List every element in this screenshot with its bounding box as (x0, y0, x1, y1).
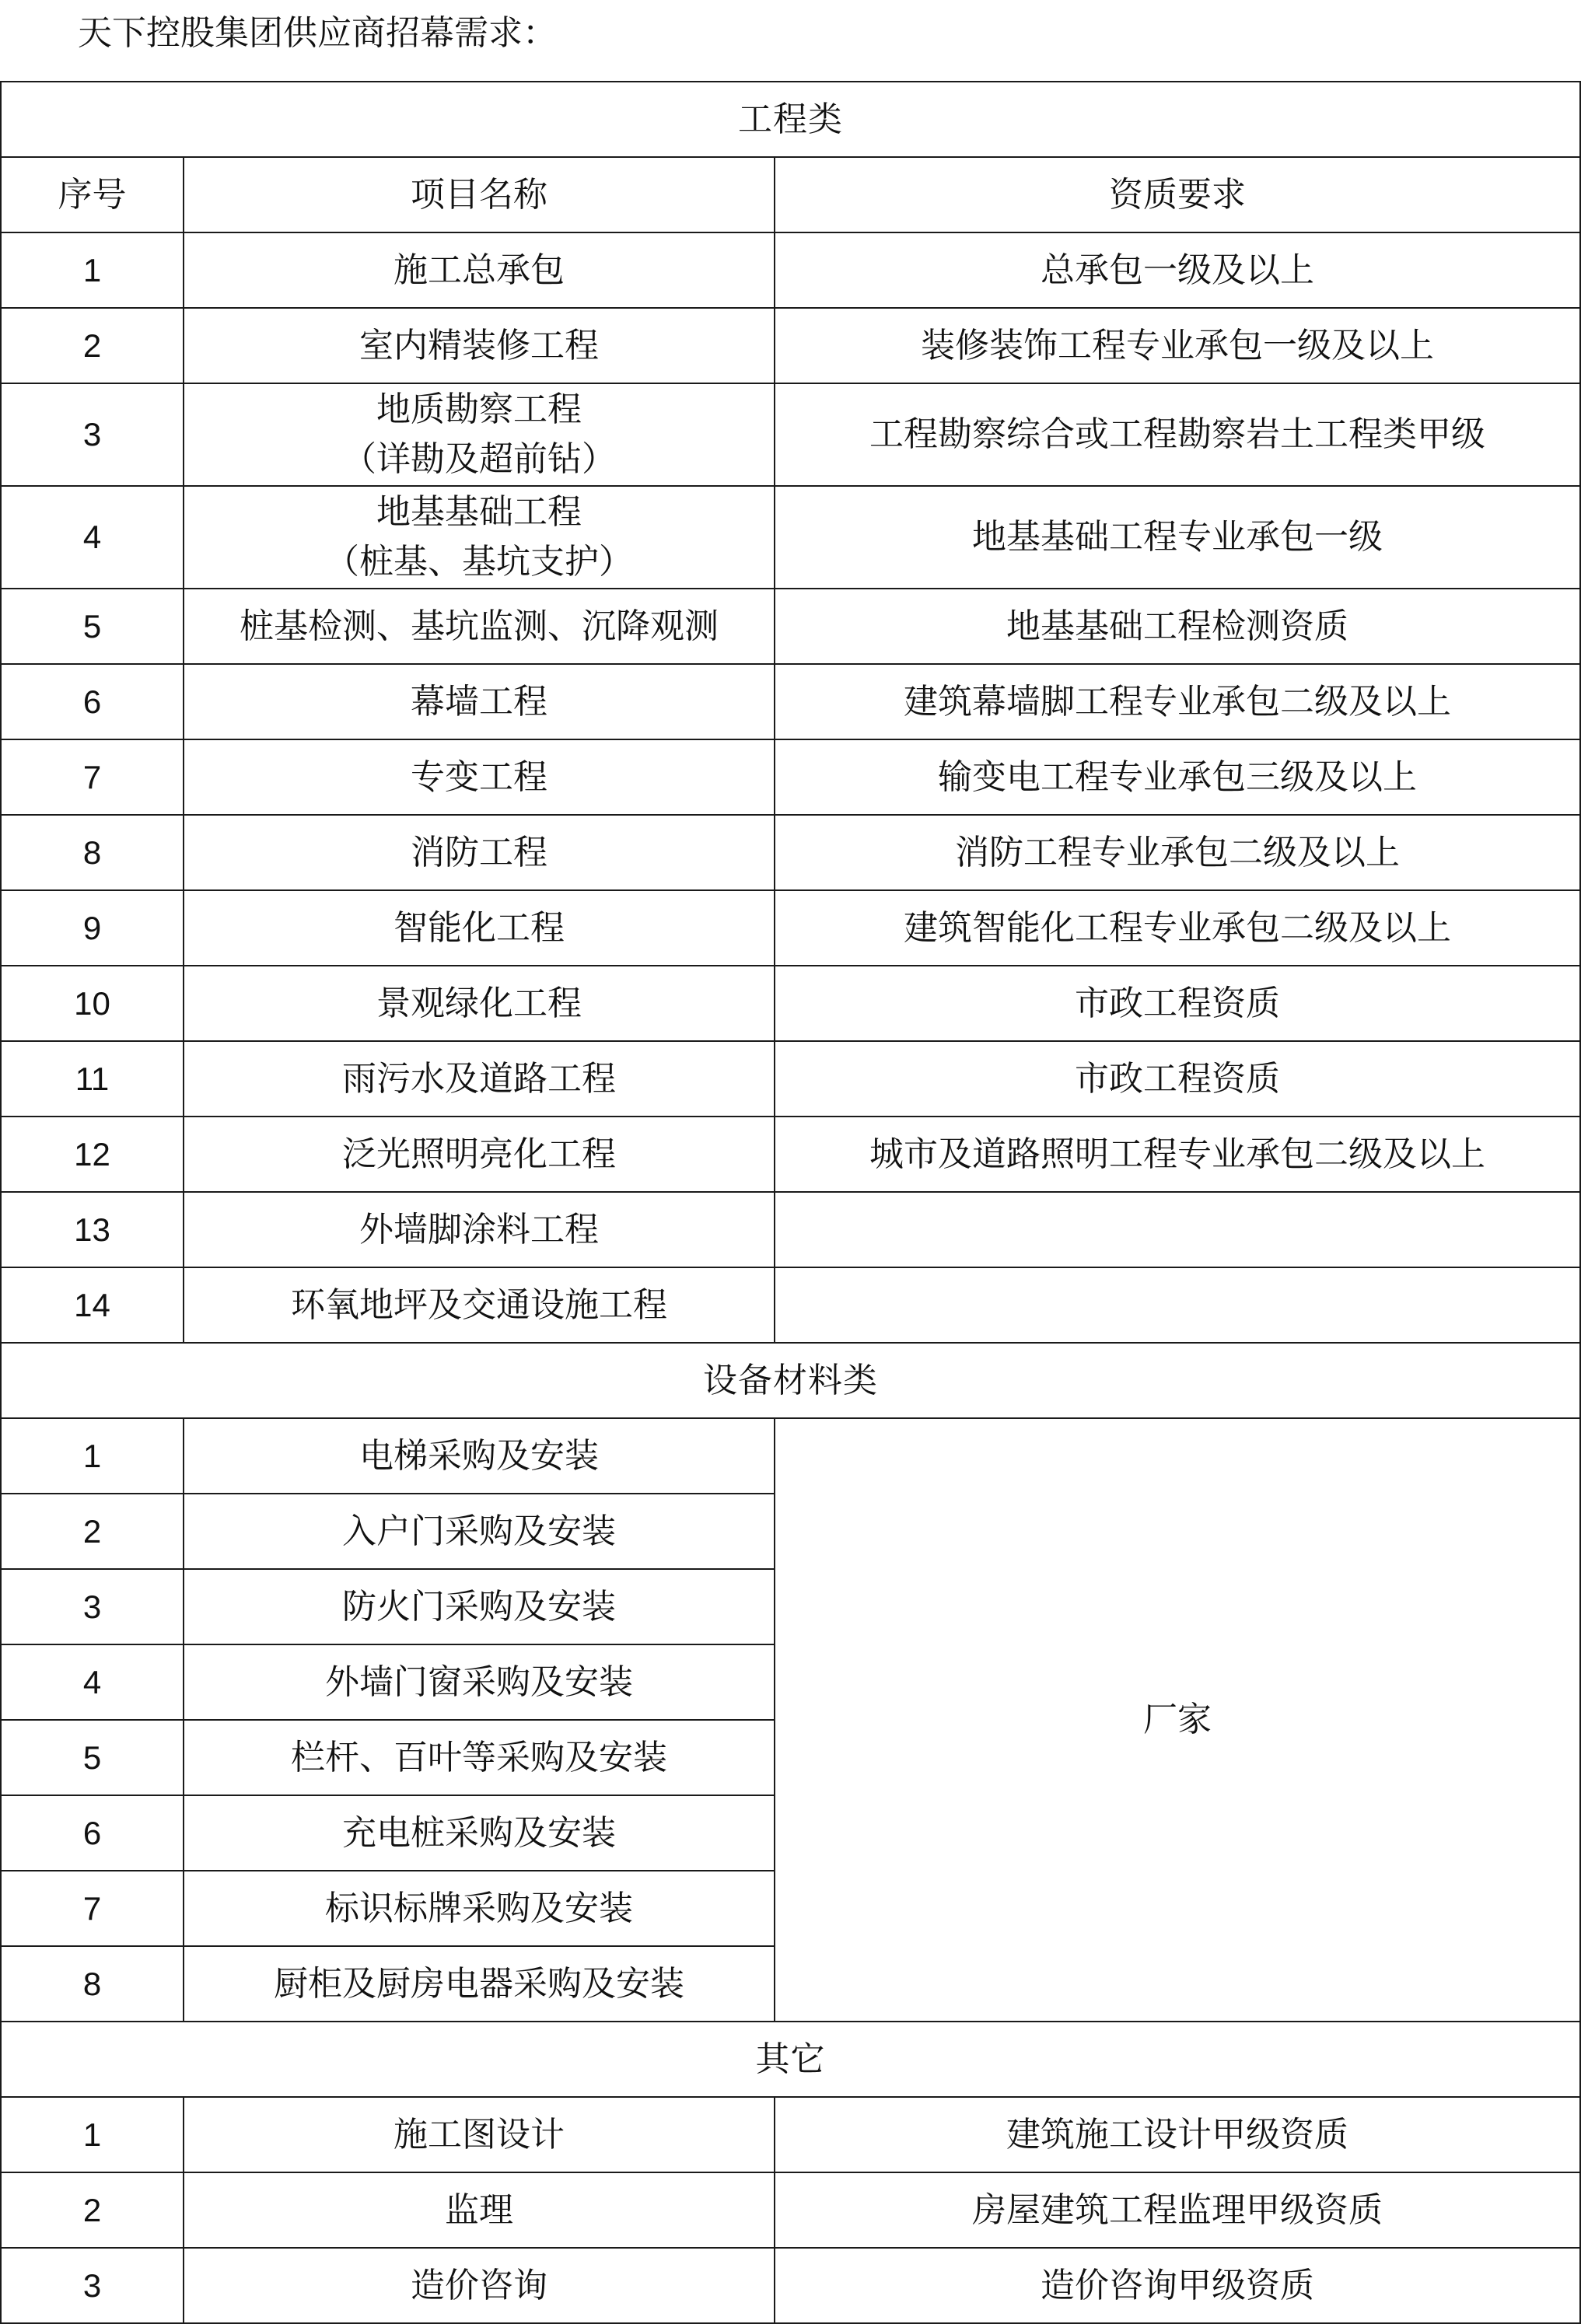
row-number: 12 (1, 1117, 184, 1192)
project-name: 室内精装修工程 (184, 308, 775, 383)
project-name: 泛光照明亮化工程 (184, 1117, 775, 1192)
project-name: 栏杆、百叶等采购及安装 (184, 1720, 775, 1795)
qualification: 城市及道路照明工程专业承包二级及以上 (775, 1117, 1580, 1192)
project-name-line-1: 地基基础工程 (376, 492, 582, 532)
table-row (1, 1267, 1580, 1343)
project-name: 外墙脚涂料工程 (184, 1192, 775, 1267)
row-number: 3 (1, 1569, 184, 1644)
table-row (1, 890, 1580, 966)
project-name: 电梯采购及安装 (184, 1418, 775, 1494)
qualification: 市政工程资质 (775, 966, 1580, 1041)
row-number: 7 (1, 739, 184, 815)
row-number: 2 (1, 308, 184, 383)
table-row (1, 1041, 1580, 1117)
column-header-name: 项目名称 (184, 157, 775, 232)
row-number: 9 (1, 890, 184, 966)
table-row (1, 2172, 1580, 2248)
row-number: 6 (1, 1795, 184, 1871)
project-name: 充电桩采购及安装 (184, 1795, 775, 1871)
project-name: 智能化工程 (184, 890, 775, 966)
qualification: 市政工程资质 (775, 1041, 1580, 1117)
table-row (1, 1117, 1580, 1192)
row-number: 5 (1, 589, 184, 664)
project-name: 标识标牌采购及安装 (184, 1871, 775, 1946)
table-row (1, 739, 1580, 815)
row-number: 13 (1, 1192, 184, 1267)
row-number: 14 (1, 1267, 184, 1343)
section-title: 工程类 (1, 82, 1580, 157)
project-name: 桩基检测、基坑监测、沉降观测 (184, 589, 775, 664)
row-number: 4 (1, 486, 184, 589)
row-number: 1 (1, 1418, 184, 1494)
project-name-line-2: （详勘及超前钻） (342, 439, 616, 479)
row-number: 1 (1, 2097, 184, 2172)
row-number: 1 (1, 232, 184, 308)
qualification: 装修装饰工程专业承包一级及以上 (775, 308, 1580, 383)
table-row (1, 1192, 1580, 1267)
supplier-requirements-table (0, 81, 1581, 2324)
row-number: 2 (1, 2172, 184, 2248)
project-name (184, 486, 775, 589)
qualification: 总承包一级及以上 (775, 232, 1580, 308)
section-header-other (1, 2022, 1580, 2097)
project-name-line-2: （桩基、基坑支护） (325, 542, 633, 582)
qualification: 输变电工程专业承包三级及以上 (775, 739, 1580, 815)
qualification: 工程勘察综合或工程勘察岩土工程类甲级 (775, 383, 1580, 486)
project-name: 厨柜及厨房电器采购及安装 (184, 1946, 775, 2022)
project-name: 景观绿化工程 (184, 966, 775, 1041)
section-title: 设备材料类 (1, 1343, 1580, 1418)
table-row (1, 383, 1580, 486)
project-name-line-1: 地质勘察工程 (376, 390, 582, 429)
project-name: 环氧地坪及交通设施工程 (184, 1267, 775, 1343)
qualification (775, 1192, 1580, 1267)
project-name: 专变工程 (184, 739, 775, 815)
table-row (1, 308, 1580, 383)
row-number: 6 (1, 664, 184, 739)
qualification: 地基基础工程检测资质 (775, 589, 1580, 664)
section-header-engineering (1, 82, 1580, 157)
row-number: 2 (1, 1494, 184, 1569)
project-name: 雨污水及道路工程 (184, 1041, 775, 1117)
project-name: 施工总承包 (184, 232, 775, 308)
row-number: 5 (1, 1720, 184, 1795)
qualification: 建筑幕墙脚工程专业承包二级及以上 (775, 664, 1580, 739)
project-name (184, 383, 775, 486)
section-title: 其它 (1, 2022, 1580, 2097)
section-header-equipment (1, 1343, 1580, 1418)
row-number: 11 (1, 1041, 184, 1117)
table-row (1, 1418, 1580, 1494)
table-row (1, 815, 1580, 890)
table-row (1, 966, 1580, 1041)
qualification: 消防工程专业承包二级及以上 (775, 815, 1580, 890)
row-number: 8 (1, 1946, 184, 2022)
row-number: 3 (1, 383, 184, 486)
row-number: 4 (1, 1644, 184, 1720)
row-number: 7 (1, 1871, 184, 1946)
column-header-no: 序号 (1, 157, 184, 232)
column-header-qualification: 资质要求 (775, 157, 1580, 232)
qualification: 房屋建筑工程监理甲级资质 (775, 2172, 1580, 2248)
qualification: 地基基础工程专业承包一级 (775, 486, 1580, 589)
table-row (1, 2097, 1580, 2172)
row-number: 8 (1, 815, 184, 890)
row-number: 10 (1, 966, 184, 1041)
table-row (1, 589, 1580, 664)
qualification: 建筑智能化工程专业承包二级及以上 (775, 890, 1580, 966)
column-header-row (1, 157, 1580, 232)
row-number: 3 (1, 2248, 184, 2323)
project-name: 防火门采购及安装 (184, 1569, 775, 1644)
qualification-merged: 厂家 (775, 1418, 1580, 2022)
qualification: 建筑施工设计甲级资质 (775, 2097, 1580, 2172)
table-row (1, 664, 1580, 739)
qualification: 造价咨询甲级资质 (775, 2248, 1580, 2323)
project-name: 幕墙工程 (184, 664, 775, 739)
project-name: 造价咨询 (184, 2248, 775, 2323)
table-row (1, 232, 1580, 308)
qualification (775, 1267, 1580, 1343)
project-name: 消防工程 (184, 815, 775, 890)
project-name: 监理 (184, 2172, 775, 2248)
table-row (1, 2248, 1580, 2323)
project-name: 外墙门窗采购及安装 (184, 1644, 775, 1720)
project-name: 施工图设计 (184, 2097, 775, 2172)
document-heading: 天下控股集团供应商招幕需求： (78, 13, 557, 53)
project-name: 入户门采购及安装 (184, 1494, 775, 1569)
table-row (1, 486, 1580, 589)
